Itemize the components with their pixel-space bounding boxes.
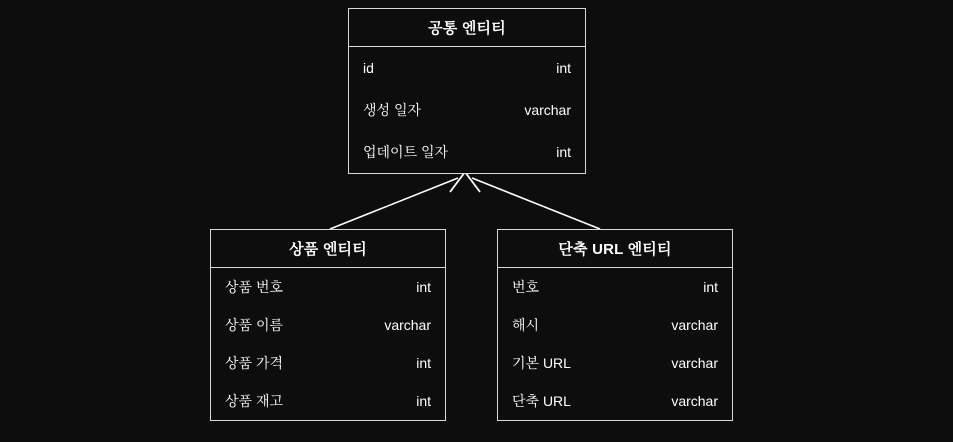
entity-product-attributes bbox=[211, 268, 445, 420]
attribute-type: int bbox=[556, 144, 571, 160]
attribute-type: varchar bbox=[671, 355, 718, 371]
attribute-name: 기본 URL bbox=[512, 355, 571, 371]
attribute-type: varchar bbox=[671, 393, 718, 409]
attribute-name: 상품 재고 bbox=[225, 393, 283, 409]
table-row bbox=[498, 268, 732, 306]
entity-short-url[interactable] bbox=[497, 229, 733, 421]
attribute-type: varchar bbox=[384, 317, 431, 333]
entity-short-url-attributes bbox=[498, 268, 732, 420]
table-row bbox=[211, 344, 445, 382]
relation-line-shorturl-common bbox=[472, 178, 600, 229]
attribute-type: varchar bbox=[524, 102, 571, 118]
relation-line-product-common bbox=[330, 178, 458, 229]
table-row bbox=[211, 306, 445, 344]
entity-common-attributes bbox=[349, 47, 585, 173]
entity-product[interactable] bbox=[210, 229, 446, 421]
table-row bbox=[498, 344, 732, 382]
entity-common-title: 공통 엔티티 bbox=[349, 9, 585, 47]
entity-product-title: 상품 엔티티 bbox=[211, 230, 445, 268]
attribute-type: int bbox=[703, 279, 718, 295]
attribute-name: id bbox=[363, 60, 374, 76]
attribute-type: int bbox=[556, 60, 571, 76]
attribute-name: 생성 일자 bbox=[363, 102, 421, 118]
table-row bbox=[211, 382, 445, 420]
entity-common[interactable] bbox=[348, 8, 586, 174]
table-row bbox=[498, 306, 732, 344]
table-row bbox=[349, 47, 585, 89]
attribute-type: int bbox=[416, 393, 431, 409]
attribute-name: 상품 번호 bbox=[225, 279, 283, 295]
attribute-type: int bbox=[416, 279, 431, 295]
inheritance-arrowhead-icon bbox=[450, 172, 480, 192]
attribute-type: int bbox=[416, 355, 431, 371]
table-row bbox=[498, 382, 732, 420]
attribute-name: 업데이트 일자 bbox=[363, 144, 449, 160]
attribute-name: 단축 URL bbox=[512, 393, 571, 409]
table-row bbox=[349, 89, 585, 131]
entity-short-url-title: 단축 URL 엔티티 bbox=[498, 230, 732, 268]
attribute-name: 번호 bbox=[512, 279, 540, 295]
attribute-name: 상품 이름 bbox=[225, 317, 283, 333]
table-row bbox=[211, 268, 445, 306]
attribute-name: 상품 가격 bbox=[225, 355, 283, 371]
attribute-type: varchar bbox=[671, 317, 718, 333]
table-row bbox=[349, 131, 585, 173]
attribute-name: 해시 bbox=[512, 317, 540, 333]
